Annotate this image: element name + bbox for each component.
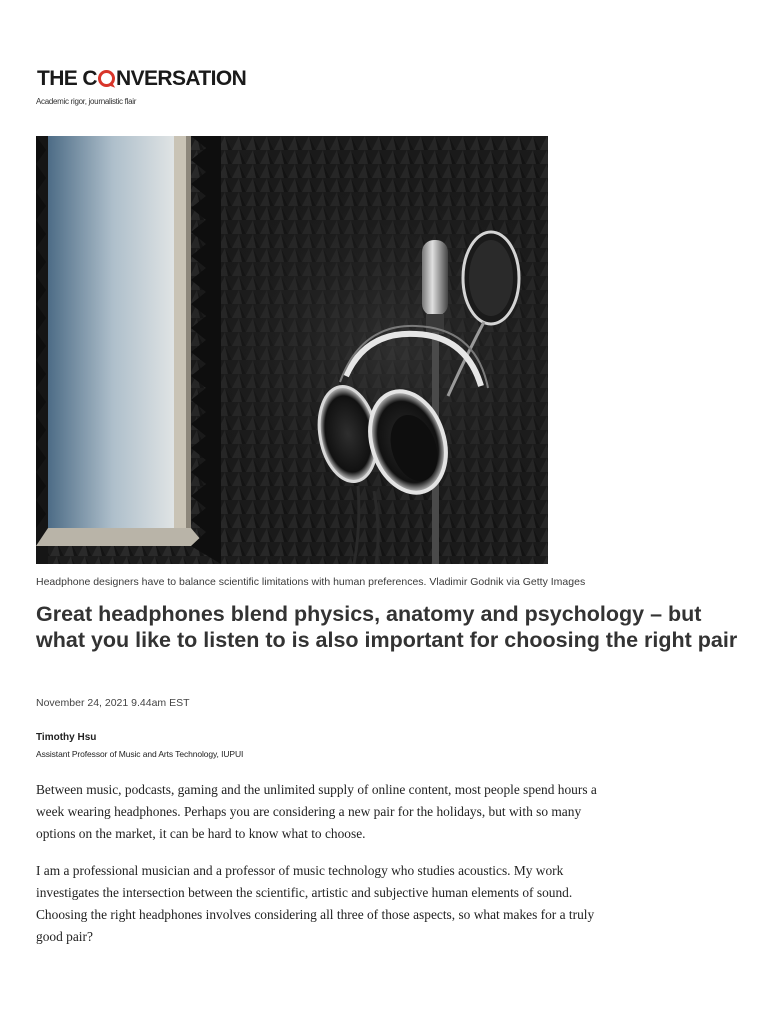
site-tagline: Academic rigor, journalistic flair <box>36 97 137 106</box>
author-name[interactable]: Timothy Hsu <box>36 732 97 743</box>
article-paragraph: Between music, podcasts, gaming and the unlimited supply of online content, most people spend hours a week wearing headphones. Perhaps you are considering a new pair for the holidays, but with so many options on the market, it can be hard to know what to choose. <box>36 782 597 841</box>
image-caption: Headphone designers have to balance scientific limitations with human preferences. Vladimir Godnik via Getty Images <box>36 576 586 588</box>
studio-microphone-headphones-photo <box>36 136 548 564</box>
logo-text-end: NVERSATION <box>116 67 247 90</box>
article-paragraph: I am a professional musician and a professor of music technology who studies acoustics. My work investigates the intersection between the scientific, artistic and subjective human elements of sound. Choosing the right headphones involves considering all three of those aspects, so what makes for a truly good pair? <box>36 863 595 944</box>
article-headline: Great headphones blend physics, anatomy and psychology – but what you like to listen to is also important for choosing the right pair <box>36 602 738 652</box>
hero-image <box>36 136 548 564</box>
author-role: Assistant Professor of Music and Arts Technology, IUPUI <box>36 749 244 759</box>
site-logo[interactable] <box>37 67 246 91</box>
speech-bubble-icon <box>98 70 115 87</box>
publish-date: November 24, 2021 9.44am EST <box>36 697 190 709</box>
logo-text-start: THE C <box>37 67 98 90</box>
